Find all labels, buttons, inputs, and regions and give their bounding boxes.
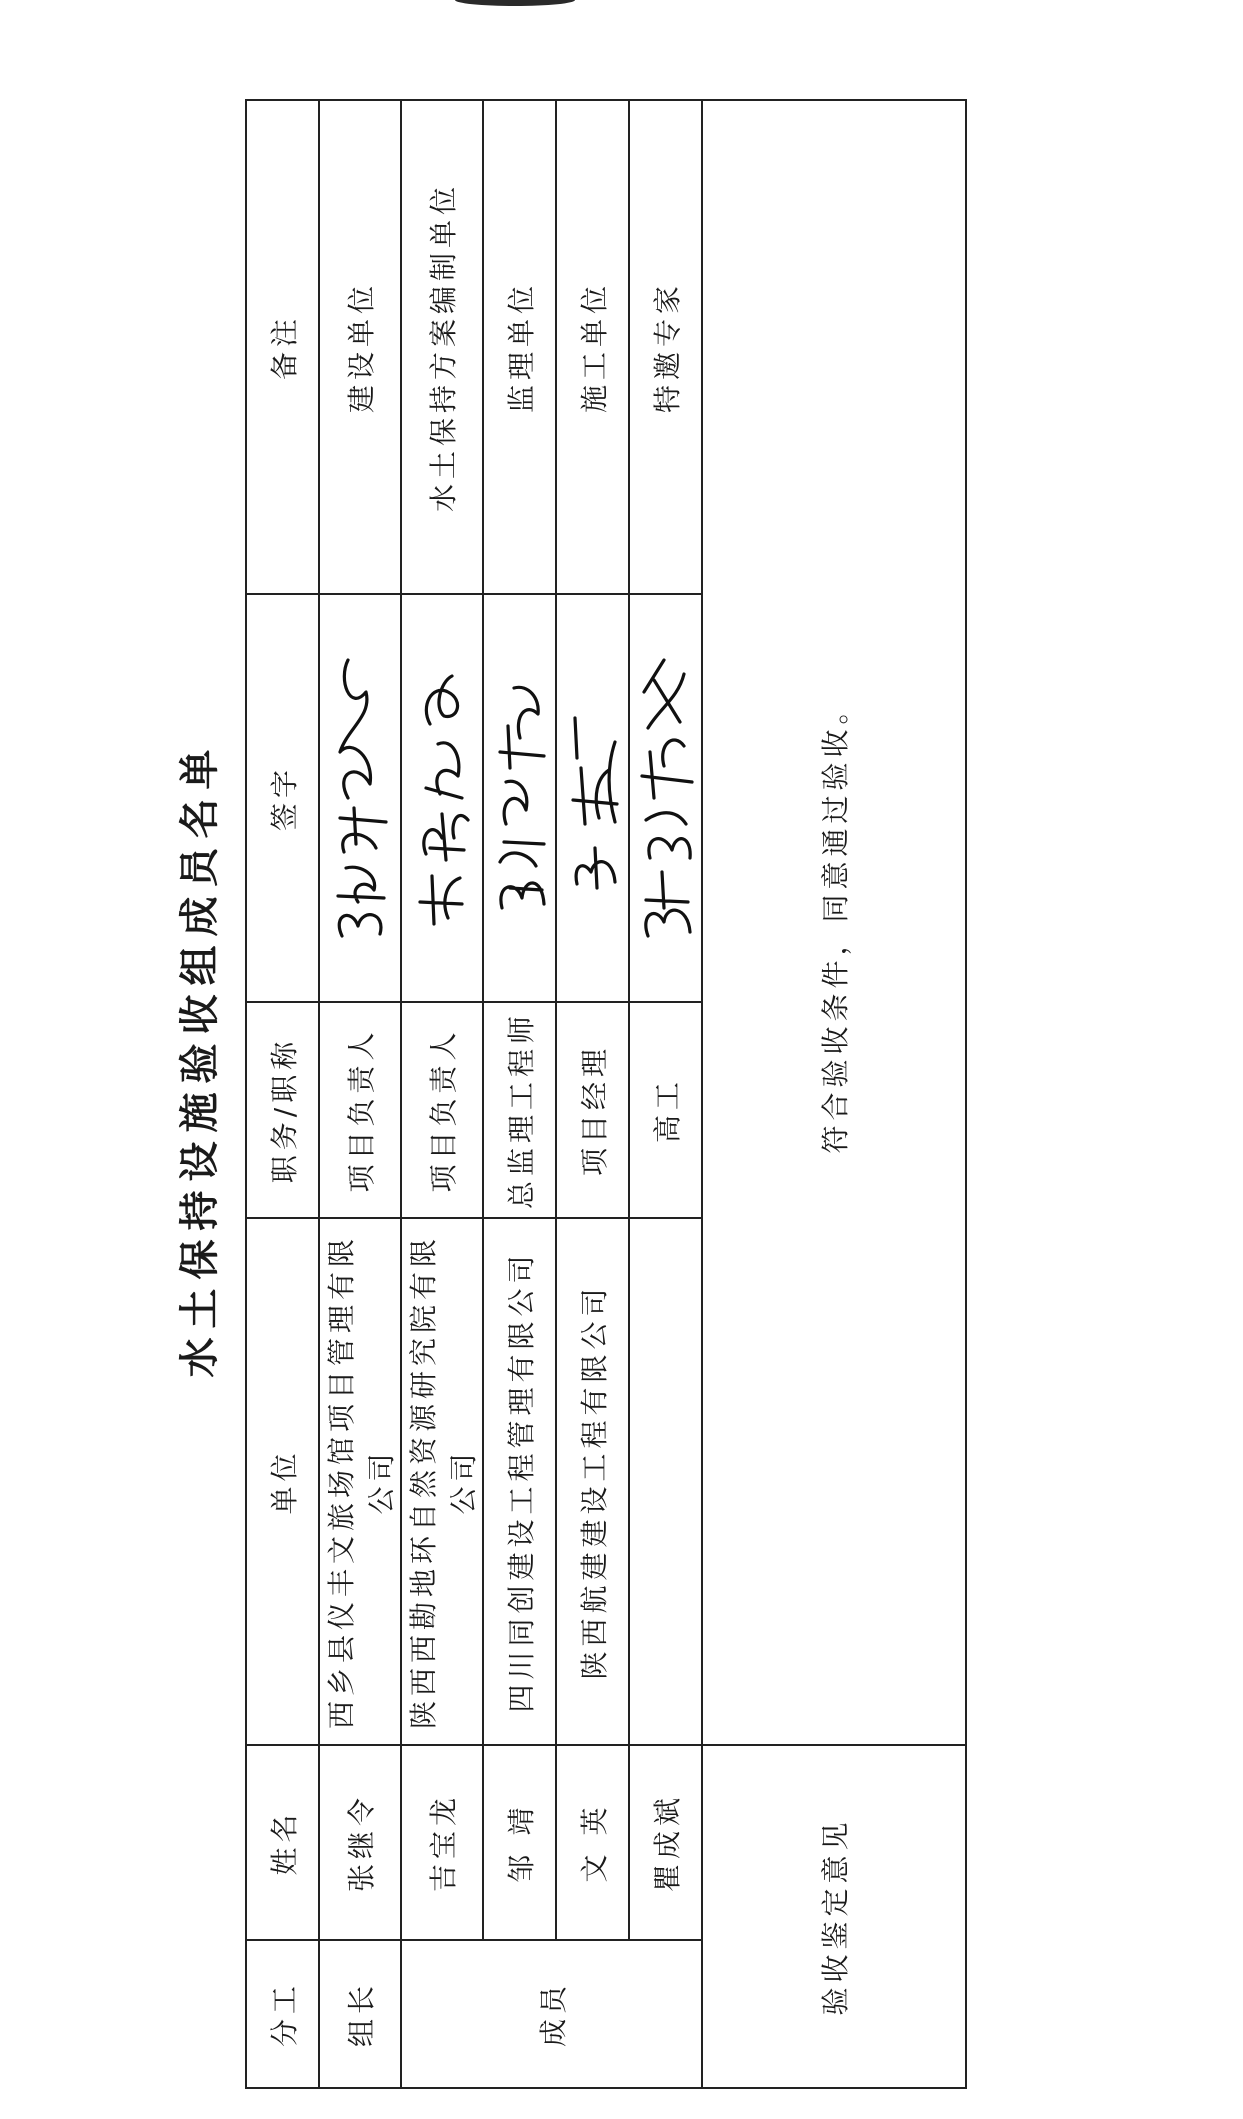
signature-cell [556,594,629,1002]
handwritten-signature [328,648,392,948]
position-cell: 项目经理 [556,1002,629,1218]
remark-cell: 水土保持方案编制单位 [401,100,483,594]
unit-cell: 四川同创建设工程管理有限公司 [483,1218,556,1745]
position-cell: 项目负责人 [401,1002,483,1218]
handwritten-signature [563,678,623,918]
handwritten-signature [490,668,550,928]
table-row [483,100,556,2088]
table-row [629,100,702,2088]
page-title: 水土保持设施验收组成员名单 [177,740,223,1378]
header-position: 职务/职称 [246,1002,319,1218]
signature-cell [319,594,401,1002]
division-cell: 成员 [401,1940,702,2088]
opinion-text: 符合验收条件，同意通过验收。 [702,100,966,1745]
unit-cell: 西乡县仪丰文旅场馆项目管理有限公司 [319,1218,401,1745]
signature-cell [483,594,556,1002]
remark-cell: 施工单位 [556,100,629,594]
remark-cell: 特邀专家 [629,100,702,594]
signature-cell [401,594,483,1002]
unit-cell [629,1218,702,1745]
header-name: 姓名 [246,1745,319,1940]
header-signature: 签字 [246,594,319,1002]
name-cell: 文 英 [556,1745,629,1940]
header-unit: 单位 [246,1218,319,1745]
handwritten-signature [634,648,698,948]
member-table [245,99,967,2089]
handwritten-signature [412,658,472,938]
header-row [246,100,319,2088]
signature-cell [629,594,702,1002]
unit-cell: 陕西航建建设工程有限公司 [556,1218,629,1745]
name-cell: 瞿成斌 [629,1745,702,1940]
opinion-row [702,100,966,2088]
name-cell: 邹 靖 [483,1745,556,1940]
table-row [401,100,483,2088]
name-cell: 吉宝龙 [401,1745,483,1940]
opinion-label: 验收鉴定意见 [702,1745,966,2088]
remark-cell: 建设单位 [319,100,401,594]
remark-cell: 监理单位 [483,100,556,594]
division-cell: 组长 [319,1940,401,2088]
position-cell: 高工 [629,1002,702,1218]
header-division: 分工 [246,1940,319,2088]
unit-cell: 陕西西勘地环自然资源研究院有限公司 [401,1218,483,1745]
table-row [319,100,401,2088]
position-cell: 总监理工程师 [483,1002,556,1218]
position-cell: 项目负责人 [319,1002,401,1218]
name-cell: 张继令 [319,1745,401,1940]
header-remark: 备注 [246,100,319,594]
table-row [556,100,629,2088]
